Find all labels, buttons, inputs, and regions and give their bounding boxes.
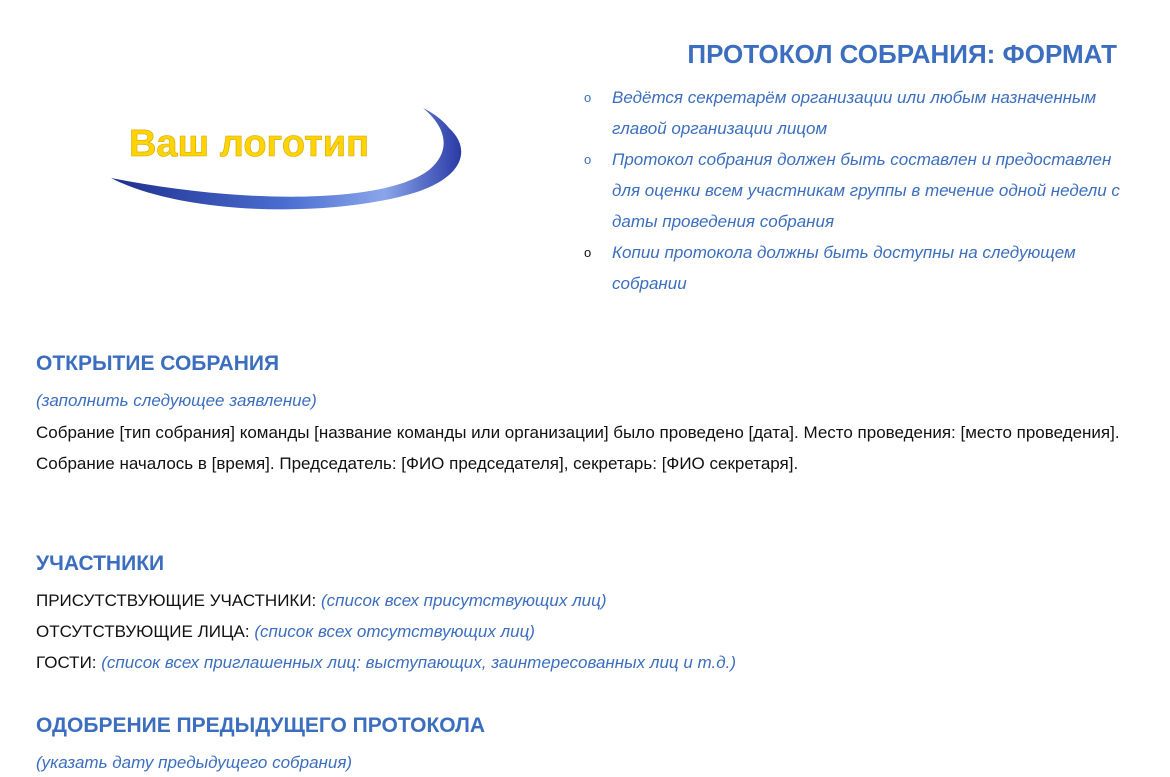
logo (105, 96, 475, 218)
bullet-circle-icon: o (584, 152, 592, 167)
list-item (584, 82, 1144, 144)
logo-text: Ваш логотип (129, 123, 369, 165)
approval-hint: (указать дату предыдущего собрания) (36, 753, 353, 772)
guests-value: (список всех приглашенных лиц: выступающих, заинтересованных лиц и т.д.) (101, 653, 737, 672)
guests-row (36, 651, 736, 675)
list-item (584, 237, 1144, 299)
section-heading-approval: ОДОБРЕНИЕ ПРЕДЫДУЩЕГО ПРОТОКОЛА (36, 714, 485, 737)
logo-swoosh-graphic (105, 96, 475, 218)
list-item-text: Ведётся секретарём организации или любым назначенным главой организации лицом (612, 88, 1097, 138)
format-rules-list (584, 82, 1144, 299)
document-title: ПРОТОКОЛ СОБРАНИЯ: ФОРМАТ (687, 39, 1117, 69)
list-item-text: Протокол собрания должен быть составлен и предоставлен для оценки всем участникам группы в течение одной недели с даты проведения собрания (612, 150, 1120, 231)
absent-participants-row (36, 620, 535, 644)
absent-label: ОТСУТСТВУЮЩИЕ ЛИЦА: (36, 622, 250, 641)
present-label: ПРИСУТСТВУЮЩИЕ УЧАСТНИКИ: (36, 591, 317, 610)
opening-hint: (заполнить следующее заявление) (36, 391, 317, 410)
absent-value: (список всех отсутствующих лиц) (254, 622, 535, 641)
list-item-text: Копии протокола должны быть доступны на следующем собрании (612, 243, 1076, 293)
section-heading-participants: УЧАСТНИКИ (36, 552, 165, 575)
present-value: (список всех присутствующих лиц) (321, 591, 607, 610)
list-item (584, 144, 1144, 237)
present-participants-row (36, 589, 607, 613)
bullet-circle-icon: o (584, 245, 592, 260)
guests-label: ГОСТИ: (36, 653, 97, 672)
bullet-circle-icon: o (584, 90, 592, 105)
section-heading-opening: ОТКРЫТИЕ СОБРАНИЯ (36, 352, 280, 375)
opening-statement: Собрание [тип собрания] команды [название команды или организации] было проведено [дата]. Место проведения: [место проведения]. Собрание началось в [время]. Председатель: [ФИО председателя], секретарь: [ФИО секретаря]. (36, 423, 1120, 473)
